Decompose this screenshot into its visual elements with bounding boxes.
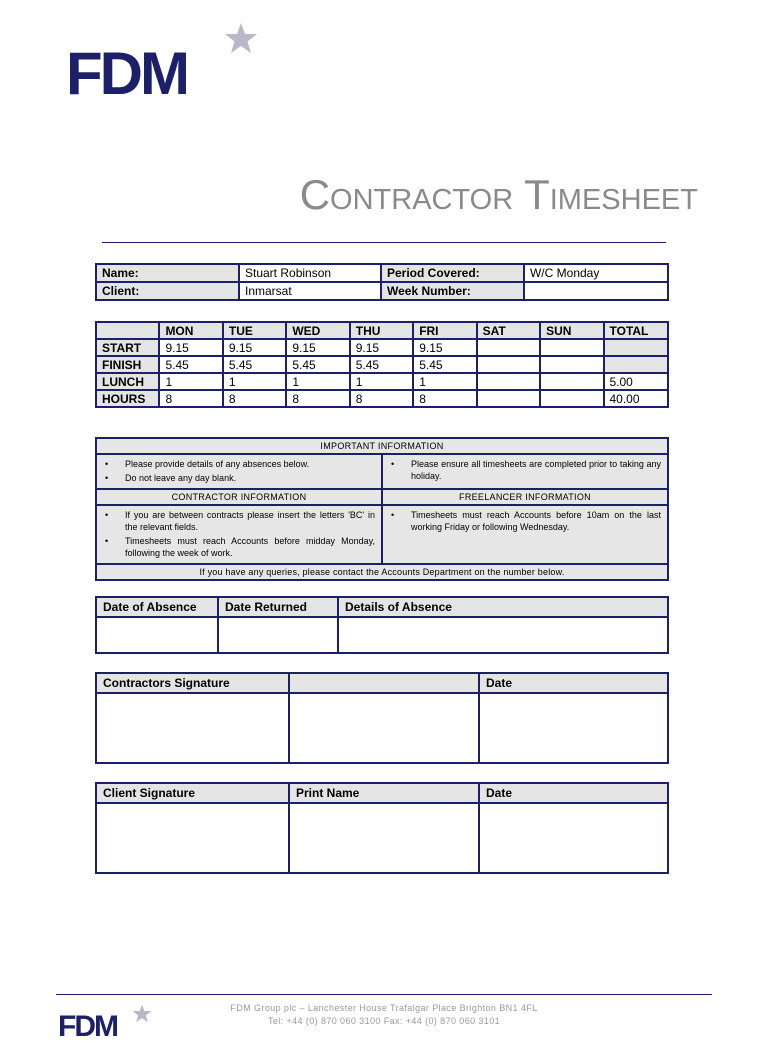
time-cell[interactable]: 1 — [350, 373, 413, 390]
date-of-absence-header: Date of Absence — [103, 600, 197, 614]
time-cell[interactable]: 9.15 — [159, 339, 222, 356]
contractor-signature-header — [97, 674, 667, 694]
list-item: • Please ensure all timesheets are completed prior to taking any holiday. — [389, 458, 661, 482]
time-cell[interactable]: 5.45 — [286, 356, 349, 373]
client-date-header: Date — [478, 784, 667, 802]
absence-body — [97, 618, 667, 654]
name-field[interactable]: Stuart Robinson — [239, 264, 381, 282]
footer-logo-text: FDM — [58, 1010, 117, 1043]
footer-phone: Tel: +44 (0) 870 060 3100 Fax: +44 (0) 870 060 3101 — [267, 1016, 501, 1026]
time-cell[interactable]: 8 — [223, 390, 286, 407]
time-cell[interactable] — [477, 356, 540, 373]
time-cell[interactable] — [540, 373, 603, 390]
important-heading-text: IMPORTANT INFORMATION — [320, 441, 444, 451]
time-cell[interactable]: 1 — [159, 373, 222, 390]
contractors-signature-header: Contractors Signature — [103, 676, 230, 690]
total-cell — [604, 356, 669, 373]
period-covered-label: Period Covered: — [381, 264, 524, 282]
total-cell — [604, 339, 669, 356]
client-signature-header — [97, 784, 667, 804]
footer-divider — [56, 994, 712, 995]
time-cell[interactable]: 8 — [350, 390, 413, 407]
fdm-logo — [64, 22, 256, 120]
column-header: TUE — [223, 322, 286, 339]
time-cell[interactable]: 9.15 — [413, 339, 476, 356]
time-cell[interactable] — [477, 339, 540, 356]
column-header: WED — [286, 322, 349, 339]
total-cell[interactable]: 40.00 — [604, 390, 669, 407]
client-signature-header-label: Client Signature — [103, 786, 196, 800]
blank-field[interactable] — [288, 694, 478, 764]
contractor-items — [97, 506, 381, 563]
important-row — [97, 453, 667, 488]
information-panel — [95, 437, 669, 581]
week-number-field[interactable] — [524, 282, 668, 300]
column-header: TOTAL — [604, 322, 669, 339]
details-of-absence-field[interactable] — [337, 618, 667, 654]
star-icon — [224, 22, 258, 56]
print-name-field[interactable] — [288, 804, 478, 874]
period-covered-field[interactable]: W/C Monday — [524, 264, 668, 282]
time-cell[interactable]: 1 — [413, 373, 476, 390]
contractor-freelancer-row — [97, 504, 667, 563]
time-cell[interactable] — [477, 373, 540, 390]
important-right — [381, 455, 667, 488]
time-cell[interactable] — [540, 390, 603, 407]
contractor-information-heading: CONTRACTOR INFORMATION — [171, 492, 307, 502]
column-header: FRI — [413, 322, 476, 339]
hours-header-row — [96, 322, 668, 339]
freelancer-items — [381, 506, 667, 563]
time-cell[interactable]: 9.15 — [223, 339, 286, 356]
time-cell[interactable] — [540, 339, 603, 356]
hours-table — [95, 321, 669, 408]
header-table — [95, 263, 669, 301]
footer-address: FDM Group plc – Lanchester House Trafalgar Place Brighton BN1 4FL — [230, 1003, 538, 1013]
row-label: LUNCH — [96, 373, 159, 390]
table-row — [96, 339, 668, 356]
column-header: MON — [159, 322, 222, 339]
blank-header — [288, 674, 478, 692]
client-signature-field[interactable] — [97, 804, 288, 874]
table-row — [96, 356, 668, 373]
list-item: • Timesheets must reach Accounts before midday Monday, following the week of work. — [103, 535, 375, 559]
column-header: THU — [350, 322, 413, 339]
row-label: START — [96, 339, 159, 356]
details-of-absence-header: Details of Absence — [337, 598, 667, 616]
title-divider — [102, 242, 666, 243]
important-left — [97, 455, 381, 488]
date-field[interactable] — [478, 694, 667, 764]
date-returned-header: Date Returned — [217, 598, 337, 616]
column-header: SAT — [477, 322, 540, 339]
time-cell[interactable]: 5.45 — [159, 356, 222, 373]
contractor-signature-table — [95, 672, 669, 764]
client-label: Client: — [96, 282, 239, 300]
client-signature-body — [97, 804, 667, 874]
client-signature-table — [95, 782, 669, 874]
list-item: • If you are between contracts please insert the letters 'BC' in the relevant fields. — [103, 509, 375, 533]
important-information-heading — [97, 439, 667, 453]
name-label: Name: — [96, 264, 239, 282]
time-cell[interactable]: 1 — [286, 373, 349, 390]
time-cell[interactable] — [540, 356, 603, 373]
time-cell[interactable]: 8 — [286, 390, 349, 407]
queries-note: If you have any queries, please contact the Accounts Department on the number below. — [97, 563, 667, 579]
time-cell[interactable]: 5.45 — [413, 356, 476, 373]
row-label: FINISH — [96, 356, 159, 373]
time-cell[interactable]: 9.15 — [286, 339, 349, 356]
date-of-absence-field[interactable] — [97, 618, 217, 654]
time-cell[interactable]: 5.45 — [223, 356, 286, 373]
client-date-field[interactable] — [478, 804, 667, 874]
absence-table — [95, 596, 669, 654]
info-subheadings — [97, 488, 667, 504]
date-returned-field[interactable] — [217, 618, 337, 654]
client-field[interactable]: Inmarsat — [239, 282, 381, 300]
logo-text: FDM — [66, 40, 187, 107]
week-number-label: Week Number: — [381, 282, 524, 300]
list-item: • Do not leave any day blank. — [103, 472, 375, 484]
contractors-signature-field[interactable] — [97, 694, 288, 764]
page-title: Contractor Timesheet — [299, 171, 698, 218]
list-item: • Timesheets must reach Accounts before 10am on the last working Friday or following Wednesday. — [389, 509, 661, 533]
time-cell[interactable]: 8 — [413, 390, 476, 407]
list-item: • Please provide details of any absences below. — [103, 458, 375, 470]
time-cell[interactable]: 9.15 — [350, 339, 413, 356]
table-row — [96, 373, 668, 390]
time-cell[interactable]: 5.45 — [350, 356, 413, 373]
print-name-header: Print Name — [288, 784, 478, 802]
date-header: Date — [478, 674, 667, 692]
time-cell[interactable] — [477, 390, 540, 407]
freelancer-information-heading: FREELANCER INFORMATION — [381, 490, 667, 504]
absence-header — [97, 598, 667, 618]
time-cell[interactable]: 1 — [223, 373, 286, 390]
contractor-signature-body — [97, 694, 667, 764]
table-row — [96, 390, 668, 407]
corner-cell — [96, 322, 159, 339]
time-cell[interactable]: 8 — [159, 390, 222, 407]
row-label: HOURS — [96, 390, 159, 407]
total-cell[interactable]: 5.00 — [604, 373, 669, 390]
column-header: SUN — [540, 322, 603, 339]
